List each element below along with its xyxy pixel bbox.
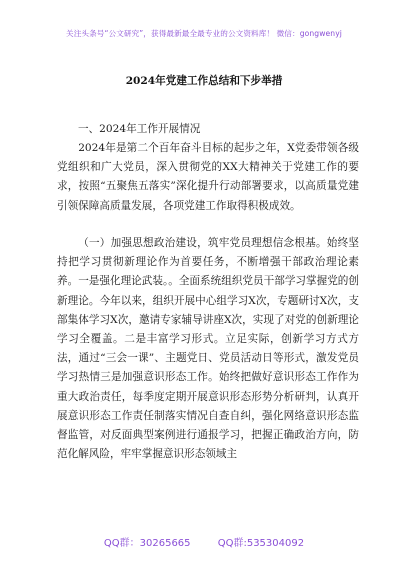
footer-qq-group-2: QQ群:535304092 xyxy=(217,538,305,549)
paragraph-intro: 2024年是第二个百年奋斗目标的起步之年，X党委带领各级党组织和广大党员，深入贯彻党的XX大精神关于党建工作的要求，按照“五聚焦五落实”深化提升行动部署要求，以高质量党建引领保障高质量发展，各项党建工作取得积极成效。 xyxy=(57,142,359,212)
paragraph-ideology: （一）加强思想政治建设，筑牢党员理想信念根基。始终坚持把学习贯彻新理论作为首要任务，不断增强干部政治理论素养。一是强化理论武装。。全面系统组织党员干部学习掌握党的创新理论。今年以来，组织开展中心组学习X次，专题研讨X次，支部集体学习X次，邀请专家辅导讲座X次，实现了对党的创新理论学习全覆盖。二是丰富学习形式。立足实际，创新学习方式方法，通过“三会一课”、主题党日、党员活动日等形式，激发党员学习热情三是加强意识形态工作。始终把做好意识形态工作作为重大政治责任，每季度定期开展意识形态形势分析研判，认真开展意识形态工作责任制落实情况自查自纠，强化网络意识形态监督监管，对反面典型案例进行通报学习，把握正确政治方向，防范化解风险，牢牢掌握意识形态领域主 xyxy=(57,237,359,461)
top-banner: 关注头条号“公文研究”，获得最新最全最专业的公文资料库！ 微信：gongwenyj xyxy=(66,29,342,38)
footer-qq-groups xyxy=(0,534,408,549)
section-heading: 一、2024年工作开展情况 xyxy=(78,123,201,135)
footer-qq-group-1: QQ群：30265665 xyxy=(103,538,191,549)
document-title: 2024年党建工作总结和下步举措 xyxy=(125,75,283,87)
